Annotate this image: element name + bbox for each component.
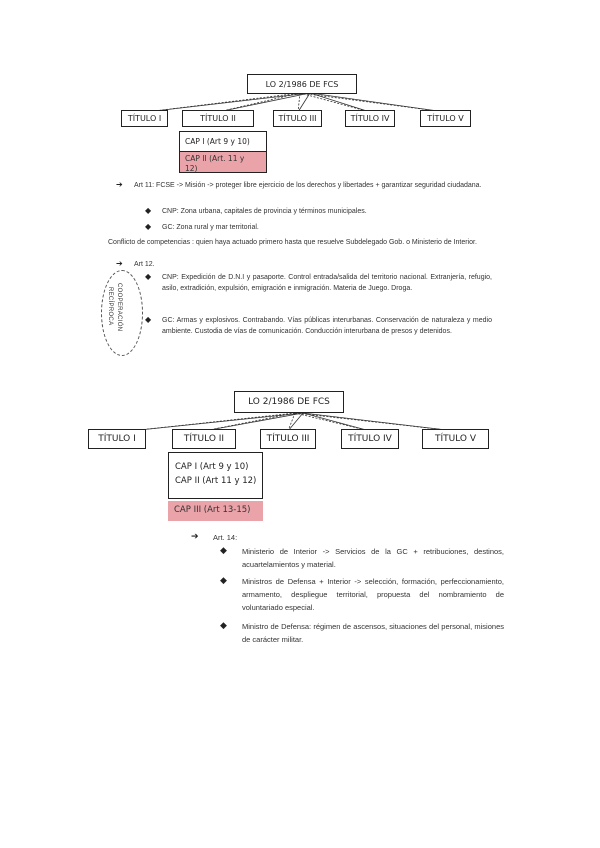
art14-item1: Ministerio de Interior -> Servicios de la GC + retribuciones, destinos, acuartelamientos y material. (242, 547, 504, 569)
diamond-bullet-icon: ◆ (145, 206, 152, 215)
diagram2-titulo-4: TÍTULO IV (341, 429, 399, 449)
art11-text: Art 11: FCSE -> Misión -> proteger libre ejercicio de los derechos y libertades + garantizar seguridad ciudadana. (134, 182, 482, 189)
diagram1-titulo-3: TÍTULO III (273, 110, 322, 127)
cnp-zone-text: CNP: Zona urbana, capitales de provincia y términos municipales. (162, 208, 367, 215)
art14-item2: Ministros de Defensa + Interior -> selección, formación, perfeccionamiento, armamento, despliegue territorial, propuesta del nombramiento de voluntariado especial. (242, 577, 504, 612)
reciproca-label: RECÍPROCA (107, 287, 113, 326)
diagram2-titulo-2: TÍTULO II (172, 429, 236, 449)
diamond-bullet-icon: ◆ (220, 545, 227, 555)
diagram2-titulo-5: TÍTULO V (422, 429, 489, 449)
diagram1-titulo-2: TÍTULO II (182, 110, 254, 127)
diagram1-cap1: CAP I (Art 9 y 10) (185, 137, 250, 146)
diagram1-root: LO 2/1986 DE FCS (247, 74, 357, 94)
diagram1-cap2-line2: 12) (185, 164, 198, 173)
art14-item3: Ministro de Defensa: régimen de ascensos, situaciones del personal, misiones de carácter militar. (242, 622, 504, 644)
gc-art12-text: GC: Armas y explosivos. Contrabando. Vías públicas interurbanas. Conservación de naturaleza y medio ambiente. Custodia de vías de comunicación. Conducción interurbana de presos y detenidos. (162, 317, 492, 335)
art12-label: Art 12. (134, 261, 155, 268)
diagram1-cap2-line1: CAP II (Art. 11 y (185, 154, 245, 163)
diamond-bullet-icon: ◆ (145, 222, 152, 231)
conflicto-text: Conflicto de competencias : quien haya actuado primero hasta que resuelve Subdelegado Gob. o Ministerio de Interior. (108, 239, 477, 246)
diagram2-cap1: CAP I (Art 9 y 10) (175, 462, 249, 472)
diagram2-titulo-1: TÍTULO I (88, 429, 146, 449)
diagram1-titulo-4: TÍTULO IV (345, 110, 395, 127)
diagram2-cap2: CAP II (Art 11 y 12) (175, 476, 257, 486)
diamond-bullet-icon: ◆ (220, 620, 227, 630)
cooperacion-label: COOPERACIÓN (116, 283, 122, 332)
diagram2-cap3: CAP III (Art 13-15) (174, 505, 251, 515)
diamond-bullet-icon: ◆ (145, 272, 152, 281)
arrow-icon: ➔ (116, 180, 123, 189)
diamond-bullet-icon: ◆ (220, 575, 227, 585)
arrow-icon: ➔ (191, 531, 199, 541)
diagram2-cap-box (168, 452, 263, 499)
diagram2-titulo-3: TÍTULO III (260, 429, 316, 449)
gc-zone-text: GC: Zona rural y mar territorial. (162, 224, 259, 231)
diagram2-root: LO 2/1986 DE FCS (234, 391, 344, 413)
diagram1-titulo-1: TÍTULO I (121, 110, 168, 127)
diagram2-cap3-box (168, 501, 263, 521)
arrow-icon: ➔ (116, 259, 123, 268)
diamond-bullet-icon: ◆ (145, 315, 152, 324)
cnp-art12-text: CNP: Expedición de D.N.I y pasaporte. Control entrada/salida del territorio nacional. Extranjería, refugio, asilo, extradición, expulsión, emigración e inmigración. Materia de Juego. Droga. (162, 274, 492, 292)
diagram1-titulo-5: TÍTULO V (420, 110, 471, 127)
art14-label: Art. 14: (213, 533, 238, 542)
